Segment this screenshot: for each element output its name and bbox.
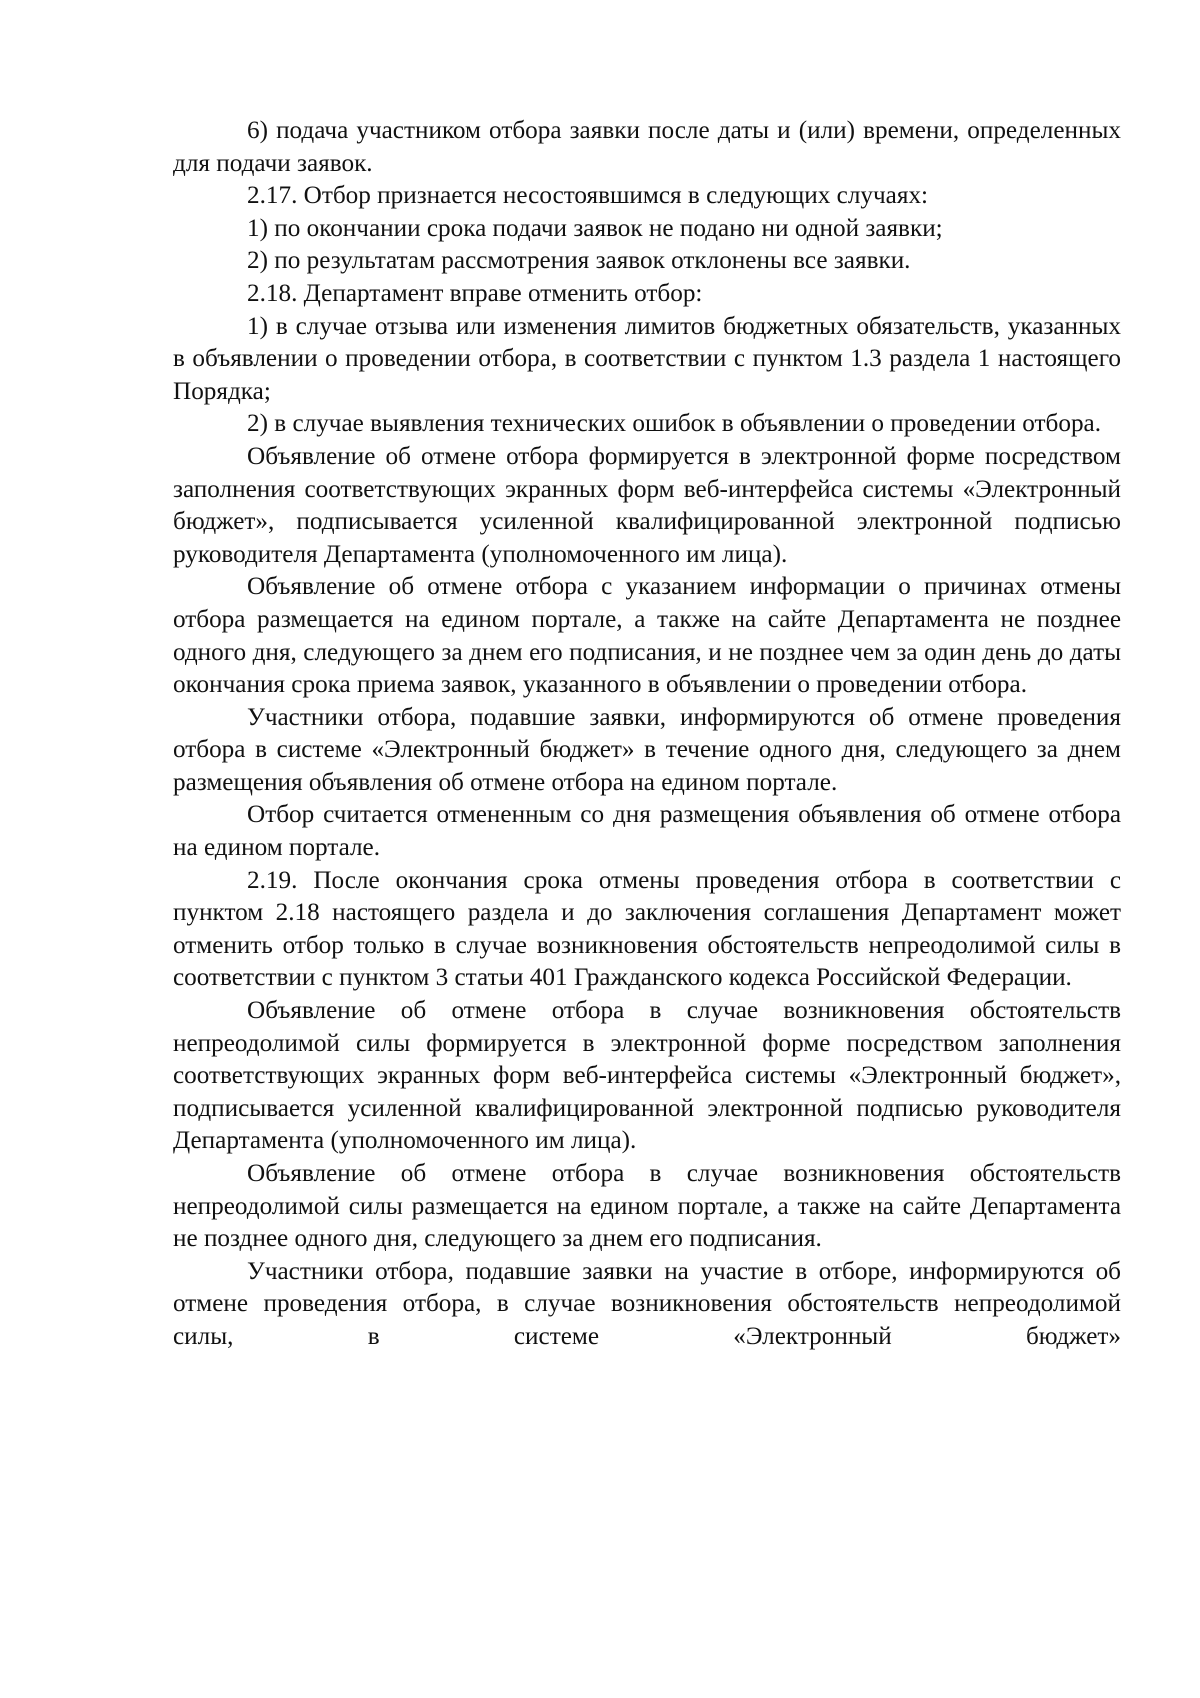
paragraph-2-17: 2.17. Отбор признается несостоявшимся в следующих случаях: [247,182,929,210]
paragraph-2-18-item-2: 2) в случае выявления технических ошибок в объявлении о проведении отбора. [247,410,1102,438]
paragraph-2-17-item-2: 2) по результатам рассмотрения заявок отклонены все заявки. [247,247,911,275]
paragraph-force-majeure-form: Объявление об отмене отбора в случае возникновения обстоятельств непреодолимой силы формируется в электронной форме посредством заполнения соответствующих экранных форм веб-интерфейса системы «Электронный бюджет», подписывается усиленной квалифицированной электронной подписью руководителя Департамента (уполномоченного им лица). [173,997,1121,1155]
document-body [173,115,1121,1354]
paragraph-force-majeure-participants: Участники отбора, подавшие заявки на участие в отборе, информируются об отмене проведения отбора, в случае возникновения обстоятельств непреодолимой силы, в системе «Электронный бюджет» [173,1257,1121,1350]
paragraph-cancel-announcement-form: Объявление об отмене отбора формируется в электронной форме посредством заполнения соответствующих экранных форм веб-интерфейса системы «Электронный бюджет», подписывается усиленной квалифицированной электронной подписью руководителя Департамента (уполномоченного им лица). [173,442,1121,568]
paragraph-2-18: 2.18. Департамент вправе отменить отбор: [247,279,703,307]
paragraph-cancel-announcement-posting: Объявление об отмене отбора с указанием информации о причинах отмены отбора размещается на едином портале, а также на сайте Департамента не позднее одного дня, следующего за днем его подписания, и не позднее чем за один день до даты окончания срока приема заявок, указанного в объявлении о проведении отбора. [173,573,1121,699]
paragraph-2-18-item-1: 1) в случае отзыва или изменения лимитов бюджетных обязательств, указанных в объявлении о проведении отбора, в соответствии с пунктом 1.3 раздела 1 настоящего Порядка; [173,312,1121,405]
paragraph-force-majeure-posting: Объявление об отмене отбора в случае возникновения обстоятельств непреодолимой силы размещается на едином портале, а также на сайте Департамента не позднее одного дня, следующего за днем его подписания. [173,1160,1121,1253]
paragraph-2-19: 2.19. После окончания срока отмены проведения отбора в соответствии с пунктом 2.18 настоящего раздела и до заключения соглашения Департамент может отменить отбор только в случае возникновения обстоятельств непреодолимой силы в соответствии с пунктом 3 статьи 401 Гражданского кодекса Российской Федерации. [173,866,1121,992]
paragraph-participants-informed: Участники отбора, подавшие заявки, информируются об отмене проведения отбора в системе «Электронный бюджет» в течение одного дня, следующего за днем размещения объявления об отмене отбора на едином портале. [173,703,1121,796]
paragraph-item-6: 6) подача участником отбора заявки после даты и (или) времени, определенных для подачи заявок. [173,117,1121,177]
paragraph-2-17-item-1: 1) по окончании срока подачи заявок не подано ни одной заявки; [247,214,943,242]
paragraph-cancelled-date: Отбор считается отмененным со дня размещения объявления об отмене отбора на едином портале. [173,801,1121,862]
